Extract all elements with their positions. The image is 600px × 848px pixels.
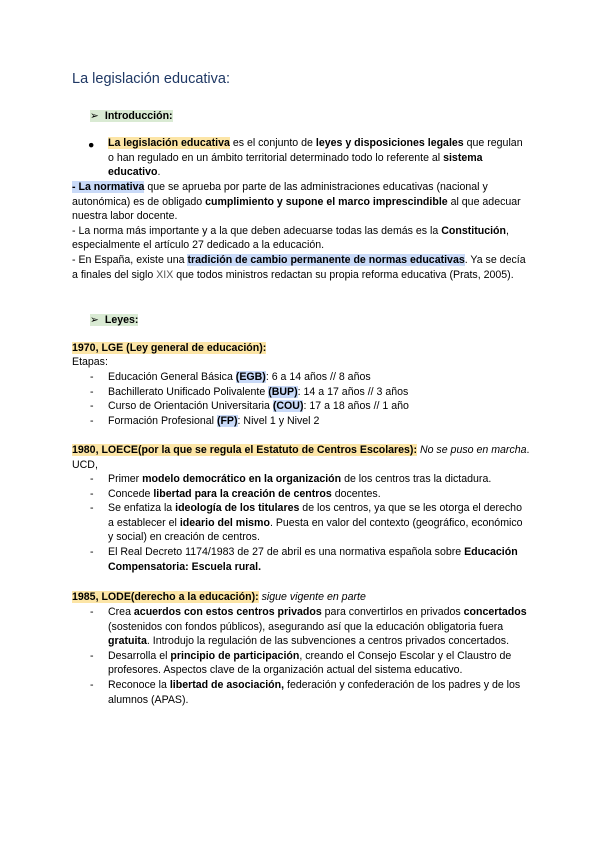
list-item: - Crea acuerdos con estos centros privados para convertirlos en privados concertados (sostenidos con fondos públicos), asegurando así que la educación obligatoria fuera gratuita. Introdujo la regulación de las subvenciones a centros privados concertados. (90, 606, 527, 648)
lode-list (90, 605, 530, 707)
arrow-bullet-icon: ➢ (90, 110, 99, 122)
lge-heading: 1970, LGE (Ley general de educación): (72, 342, 267, 354)
intro-paragraphs (72, 180, 532, 282)
loece-list (90, 472, 530, 574)
list-item: - Primer modelo democrático en la organización de los centros tras la dictadura. (90, 473, 492, 485)
list-item: - Bachillerato Unificado Polivalente (BUP): 14 a 17 años // 3 años (90, 385, 409, 398)
list-item: - Desarrolla el principio de participación, creando el Consejo Escolar y el Claustro de profesores. Aspectos clave de la organización actual del sistema educativo. (90, 649, 512, 677)
paragraph-normativa: - La normativa que se aprueba por parte de las administraciones educativas (nacional y autonómica) es de obligado cumplimiento y supone el marco imprescindible al que adecuar nuestra labor docente. (72, 181, 521, 223)
list-item: - Formación Profesional (FP): Nivel 1 y Nivel 2 (90, 414, 320, 427)
loece-heading: 1980, LOECE(por la que se regula el Estatuto de Centros Escolares): No se puso en marcha. UCD, (72, 444, 530, 471)
arrow-bullet-icon: ➢ (90, 314, 99, 326)
bullet-dot-icon: ● (88, 139, 95, 151)
list-item: - El Real Decreto 1174/1983 de 27 de abril es una normativa española sobre Educación Compensatoria: Escuela rural. (90, 545, 518, 573)
section-heading-introduccion: ➢ Introducción: (90, 110, 173, 122)
list-item: - Educación General Básica (EGB): 6 a 14 años // 8 años (90, 371, 371, 383)
paragraph-tradicion: - En España, existe una tradición de cambio permanente de normas educativas. Ya se decía a finales del siglo XIX que todos ministros redactan su propia reforma educativa (Prats, 2005). (72, 253, 526, 281)
lode-heading: 1985, LODE(derecho a la educación): sigue vigente en parte (72, 591, 366, 603)
paragraph-constitucion: - La norma más importante y a la que deben adecuarse todas las demás es la Constitución, especialmente el artículo 27 dedicado a la educación. (72, 224, 509, 252)
list-item: - Concede libertad para la creación de centros docentes. (90, 487, 381, 500)
page-title: La legislación educativa: (72, 71, 230, 87)
list-item: - Se enfatiza la ideología de los titulares de los centros, ya que se les otorga el derecho a establecer el ideario del mismo. Puesta en valor del contexto (geográfico, económico y social) en creación de centros. (90, 502, 523, 544)
list-item: - Reconoce la libertad de asociación, federación y confederación de los padres y de los alumnos (APAS). (90, 678, 521, 706)
lge-etapas-list (90, 370, 530, 428)
section-heading-leyes: ➢ Leyes: (90, 314, 139, 326)
intro-bullet-text: La legislación educativa es el conjunto de leyes y disposiciones legales que regulan o han regulado en un ámbito territorial determinado todo lo referente al sistema educativo. (108, 137, 523, 179)
list-item: - Curso de Orientación Universitaria (COU): 17 a 18 años // 1 año (90, 400, 409, 413)
lge-etapas-label: Etapas: (72, 356, 108, 368)
